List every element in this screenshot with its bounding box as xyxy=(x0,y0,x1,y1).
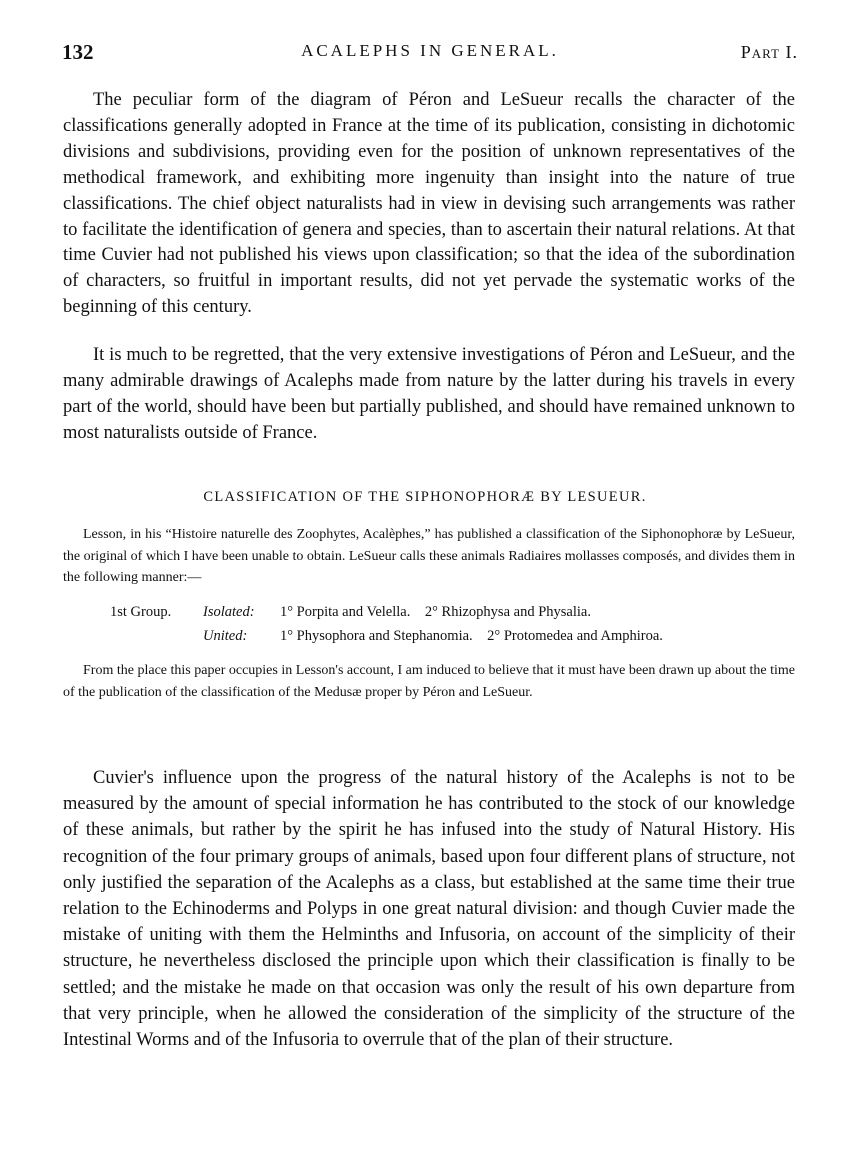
section-intro: Lesson, in his “Histoire naturelle des Zoophytes, Acalèphes,” has published a classification of the Siphonophoræ by LeSueur, the original of which I have been unable to obtain. LeSueur calls these animals Radiaires mollasses composés, and divides them in the following manner:— xyxy=(63,527,795,585)
group-type: Isolated: xyxy=(203,604,255,620)
section-note: From the place this paper occupies in Lesson's account, I am induced to believe that it must have been drawn up about the time of the publication of the classification of the Medusæ proper by Péron and LeSueur. xyxy=(63,663,795,700)
classification-groups xyxy=(110,600,800,648)
paragraph-regret: It is much to be regretted, that the very extensive investigations of Péron and LeSueur, and the many admirable drawings of Acalephs made from nature by the latter during his travels in every part of the world, should have been but partially published, and should have remained unknown to most naturalists outside of France. xyxy=(63,345,795,443)
group-row xyxy=(110,624,800,648)
page-number: 132 xyxy=(62,40,94,64)
running-title: ACALEPHS IN GENERAL. xyxy=(301,41,559,60)
group-items: 1° Physophora and Stephanomia. 2° Protomedea and Amphiroa. xyxy=(280,628,663,644)
paragraph-cuvier: Cuvier's influence upon the progress of the natural history of the Acalephs is not to be measured by the amount of special information he has contributed to the stock of our knowledge of these animals, but rather by the spirit he has infused into the study of Natural History. His recognition of the four primary groups of animals, based upon four different plans of structure, not only justified the separation of the Acalephs as a class, but established at the same time their true relation to the Echinoderms and Polyps in one great natural division: and though Cuvier made the mistake of uniting with them the Helminths and Infusoria, on account of the simplicity of their structure, he nevertheless disclosed the principle upon which their classification is finally to be settled; and the mistake he made on that occasion was only the result of his own departure from that very principle, when he allowed the consideration of the simplicity of the structure of the Intestinal Worms and of the Infusoria to overrule that of the plan of their structure. xyxy=(63,768,795,1051)
group-items: 1° Porpita and Velella. 2° Rhizophysa and Physalia. xyxy=(280,604,591,620)
part-label: Part I. xyxy=(740,42,798,62)
group-type: United: xyxy=(203,628,248,644)
group-label: 1st Group. xyxy=(110,604,172,620)
section-heading: CLASSIFICATION OF THE SIPHONOPHORÆ BY LESUEUR. xyxy=(203,489,647,505)
running-header xyxy=(62,40,798,70)
paragraph-diagram-peron: The peculiar form of the diagram of Péron and LeSueur recalls the character of the classifications generally adopted in France at the time of its publication, consisting in dichotomic divisions and subdivisions, providing even for the position of unknown representatives of the methodical framework, and exhibiting more ingenuity than insight into the nature of true classifications. The chief object naturalists had in view in devising such arrangements was rather to facilitate the identification of genera and species, than to ascertain their natural relations. At that time Cuvier had not published his views upon classification; so that the idea of the subordination of characters, so fruitful in important results, did not yet pervade the systematic works of the beginning of this century. xyxy=(63,90,795,318)
group-row xyxy=(110,600,800,624)
